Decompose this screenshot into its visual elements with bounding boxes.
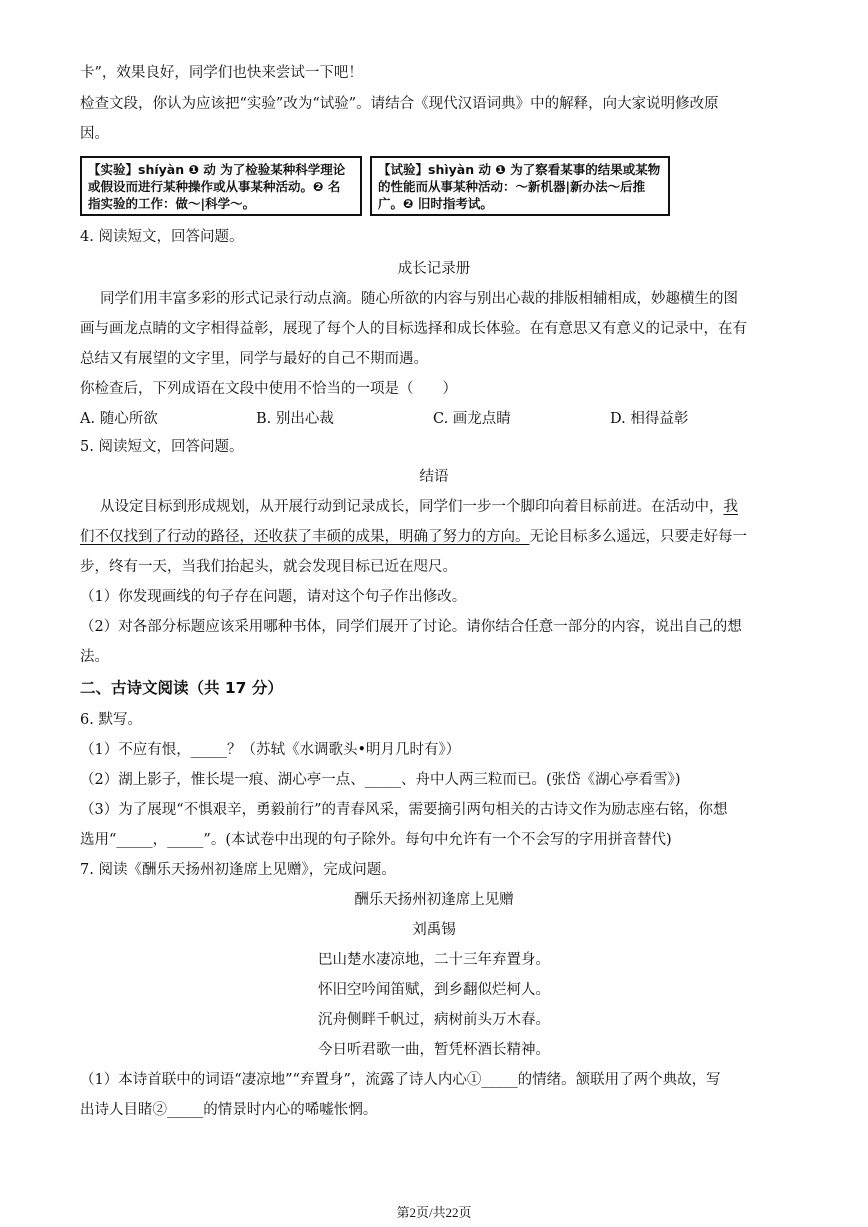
option-c: C. 画龙点睛 (433, 411, 511, 427)
q5-underlined-text: 我 (723, 499, 738, 515)
q5-text: 从设定目标到形成规划，从开展行动到记录成长，同学们一步一个脚印向着目标前进。在活动中， (100, 499, 724, 515)
option-a: A. 随心所欲 (80, 411, 158, 427)
dictionary-entry-text: 【实验】shíyàn ❶ 动 为了检验某种科学理论或假设而进行某种操作或从事某种活动。❷ 名 指实验的工作：做～|科学～。 (88, 162, 346, 211)
q6-sub-3-line-1: （3）为了展现“不惧艰辛，勇毅前行”的青春风采，需要摘引两句相关的古诗文作为励志座右铭，你想 (80, 802, 728, 818)
q5-underlined-text: 们不仅找到了行动的路径，还收获了丰硕的成果，明确了努力的方向。 (80, 529, 530, 545)
poem-title: 酬乐天扬州初逢席上见赠 (354, 892, 514, 908)
q7-stem: 7. 阅读《酬乐天扬州初逢席上见赠》，完成问题。 (80, 862, 396, 878)
q6-sub-1: （1）不应有恨，_____？（苏轼《水调歌头•明月几时有》） (80, 742, 461, 758)
poem-line: 沉舟侧畔千帆过，病树前头万木春。 (318, 1012, 550, 1028)
dictionary-entry-text: 【试验】shìyàn 动 ❶ 为了察看某事的结果或某物的性能而从事某种活动：～新机器|新办法～后推广。❷ 旧时指考试。 (378, 162, 661, 211)
option-b: B. 别出心裁 (256, 411, 334, 427)
poem-author: 刘禹锡 (412, 922, 456, 938)
q5-sub-2-line-2: 法。 (80, 649, 109, 665)
q5-sub-2-line-1: （2）对各部分标题应该采用哪种书体，同学们展开了讨论。请你结合任意一部分的内容，说出自己的想 (80, 619, 742, 635)
q5-stem: 5. 阅读短文，回答问题。 (80, 439, 244, 455)
q4-question: 你检查后，下列成语在文段中使用不恰当的一项是（ ） (80, 381, 457, 397)
option-d: D. 相得益彰 (610, 411, 689, 427)
poem-line: 怀旧空吟闻笛赋，到乡翻似烂柯人。 (318, 982, 550, 998)
q5-paragraph-line-3: 步，终有一天，当我们抬起头，就会发现目标已近在咫尺。 (80, 559, 457, 575)
poem-line: 巴山楚水凄凉地，二十三年弃置身。 (318, 952, 550, 968)
page-footer: 第2页/共22页 (396, 1205, 472, 1220)
dictionary-entry-shiyan-experiment (80, 156, 362, 216)
intro-line-1: 卡”，效果良好，同学们也快来尝试一下吧！ (80, 65, 363, 81)
q7-sub-1-line-2: 出诗人目睹②_____的情景时内心的唏嘘怅惘。 (80, 1102, 378, 1118)
q4-paragraph-line-2: 画与画龙点睛的文字相得益彰，展现了每个人的目标选择和成长体验。在有意思又有意义的记录中，在有 (80, 321, 747, 337)
q6-sub-3-line-2: 选用“_____，_____”。(本试卷中出现的句子除外。每句中允许有一个不会写的字用拼音替代) (80, 832, 672, 848)
poem-line: 今日听君歌一曲，暂凭杯酒长精神。 (318, 1042, 550, 1058)
q6-stem: 6. 默写。 (80, 712, 142, 728)
q5-paragraph-line-1 (100, 496, 788, 518)
q5-title: 结语 (419, 469, 449, 485)
q6-sub-2: （2）湖上影子，惟长堤一痕、湖心亭一点、_____、舟中人两三粒而已。(张岱《湖心亭看雪》) (80, 772, 681, 788)
q4-title: 成长记录册 (397, 261, 471, 277)
section-2-title: 二、古诗文阅读（共 17 分） (80, 679, 283, 697)
q5-paragraph-line-2 (80, 526, 788, 548)
intro-line-3: 因。 (80, 126, 109, 142)
q5-sub-1: （1）你发现画线的句子存在问题，请对这个句子作出修改。 (80, 589, 467, 605)
q4-paragraph-line-3: 总结又有展望的文字里，同学与最好的自己不期而遇。 (80, 351, 428, 367)
q4-paragraph-line-1: 同学们用丰富多彩的形式记录行动点滴。随心所欲的内容与别出心裁的排版相辅相成，妙趣横生的图 (100, 291, 738, 307)
q5-text: 无论目标多么遥远，只要走好每一 (529, 529, 747, 545)
q7-sub-1-line-1: （1）本诗首联中的词语“凄凉地”“弃置身”，流露了诗人内心①_____的情绪。颔联用了两个典故，写 (80, 1072, 721, 1088)
q4-stem: 4. 阅读短文，回答问题。 (80, 229, 244, 245)
intro-line-2: 检查文段，你认为应该把“实验”改为“试验”。请结合《现代汉语词典》中的解释，向大家说明修改原 (80, 96, 719, 112)
dictionary-entry-shiyan-trial (370, 156, 670, 216)
